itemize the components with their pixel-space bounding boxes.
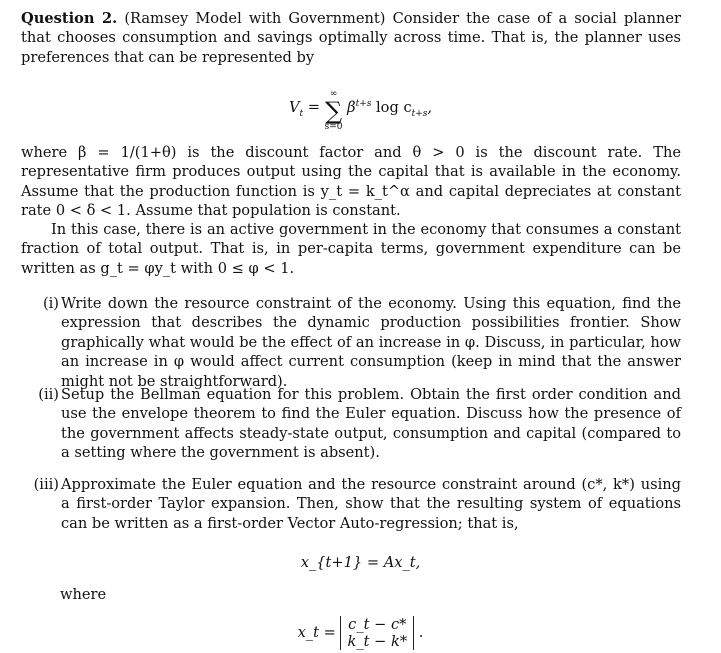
utility-term: $\beta^{t+s}$ $\log c_{t+s}$, [347,98,433,119]
subquestion-text: Write down the resource constraint of the economy. Using this equation, find the expression that describes the dynamic production possibilities frontier. Show graphically what would be the effect of an increase in φ. Discuss, in particular, how an increase in φ would affect current consumption (keep in mind that the answer might not be straightforward). [61,295,681,390]
vector-bracket [340,616,414,650]
subquestion-label: (iii) [33,476,59,493]
paragraph-government: In this case, there is an active government in the economy that consumes a constant fraction of total output. That is, in per-capita terms, government expenditure can be written as g_t = φy_t with 0 ≤ φ < 1. [21,221,681,277]
utility-equation: $V_t$ = ∞ ∑ s=0 $\beta^{t+s}$ $\log c_{t+s}$, [288,89,433,133]
question-intro [21,9,681,67]
where-label: where [60,586,107,603]
subquestion-text: Approximate the Euler equation and the resource constraint around (c*, k*) using a first-order Taylor expansion. Then, show that the resulting system of equations can be written as a first-order Vector Auto-regression; that is, [61,476,681,532]
utility-lhs: $V_t$ [288,98,304,119]
subquestion-text: Setup the Bellman equation for this problem. Obtain the first order condition and use the envelope theorem to find the Euler equation. Discuss how the presence of the government affects steady-state output, consumption and capital (compared to a setting where the government is absent). [61,386,681,462]
question-label: Question 2. [21,10,118,27]
vector-row-1: c_t − c* [348,616,407,633]
sum-operator: ∞ ∑ s=0 [324,89,343,133]
vector-equation [0,616,721,650]
subquestion-label: (ii) [38,386,59,403]
vector-lhs: x_t = [297,624,336,641]
question-intro-text: (Ramsey Model with Government) Consider the case of a social planner that chooses consumption and savings optimally across time. That is, the planner uses preferences that can be represented by [21,10,682,66]
var-equation: x_{t+1} = Ax_t, [300,554,421,571]
vector-tail: . [418,624,424,641]
vector-row-2: k_t − k* [347,633,408,650]
paragraph-firm: where β = 1/(1+θ) is the discount factor and θ > 0 is the discount rate. The representative firm produces output using the capital that is available in the economy. Assume that the production function is y_t = k_t^α and capital depreciates at constant rate 0 < δ < 1. Assume that population is constant. [21,144,681,220]
subquestion-label: (i) [42,295,59,312]
